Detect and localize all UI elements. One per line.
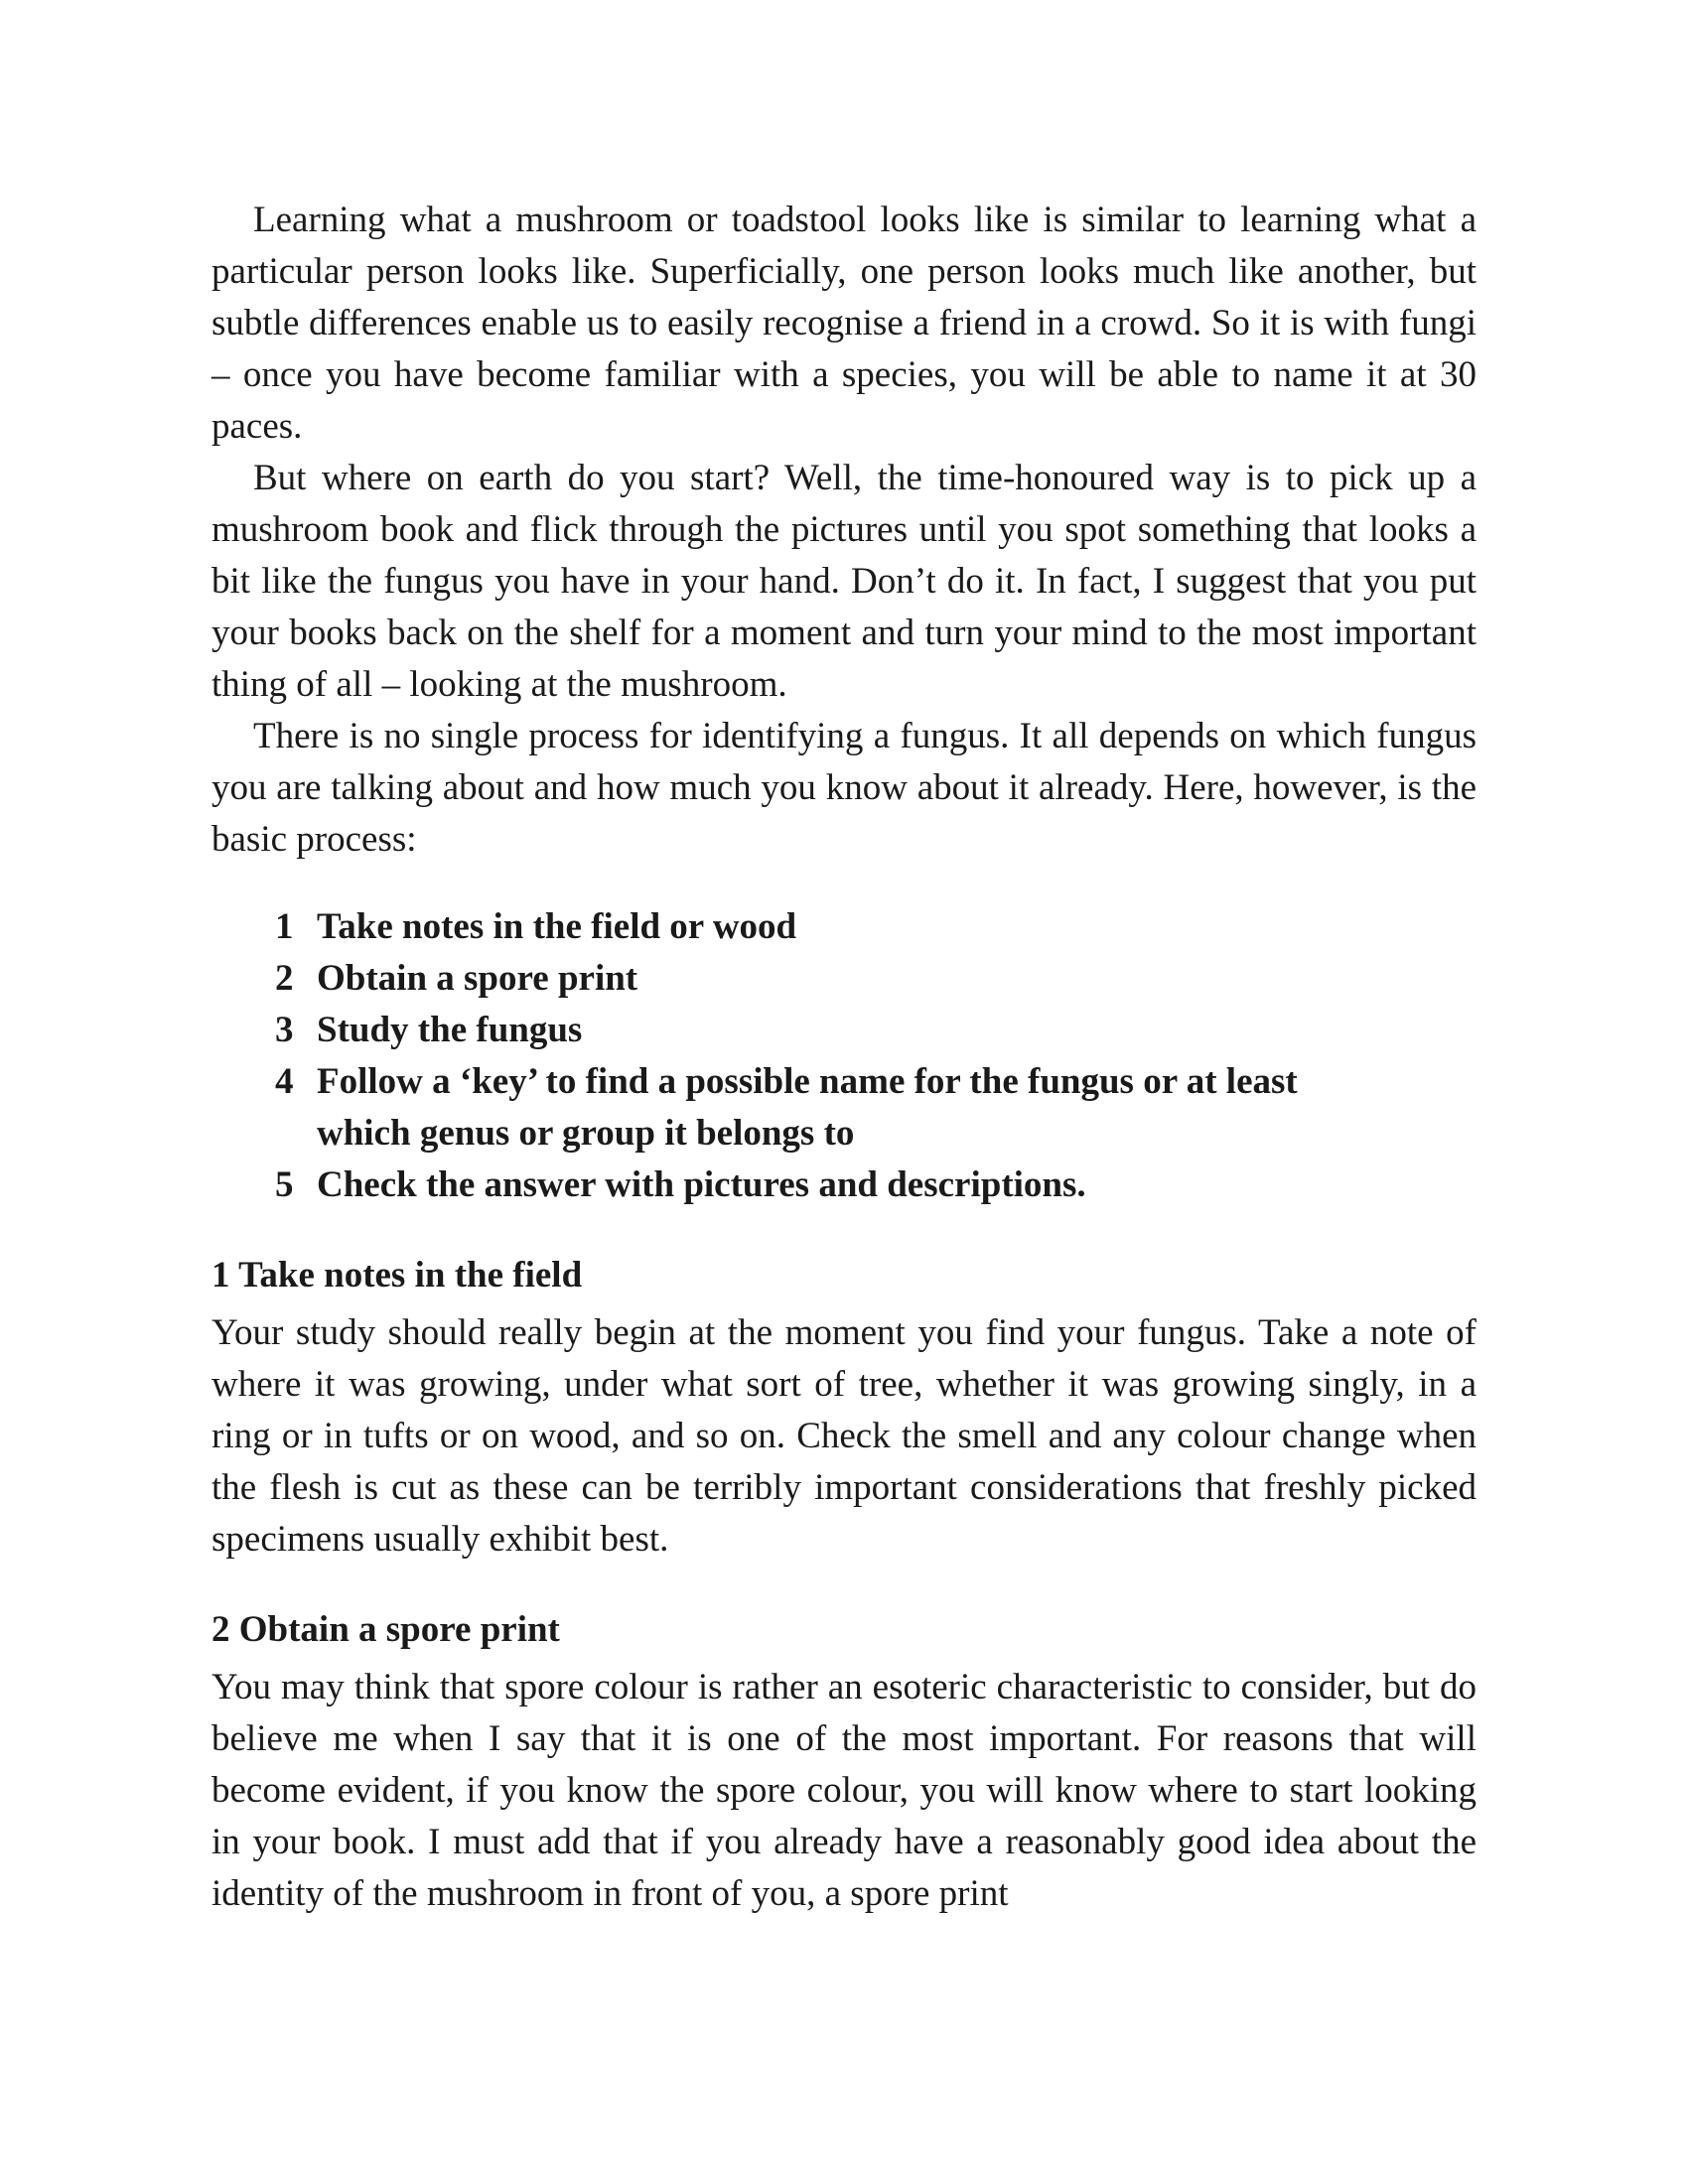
step-number: 1 <box>275 906 294 947</box>
step-text: Obtain a spore print <box>317 958 638 999</box>
process-step <box>275 1005 1477 1056</box>
section-body: Your study should really begin at the moment you find your fungus. Take a note of where it was growing, under what sort of tree, whether it was growing singly, in a ring or in tufts or on wood, and so on. Check the smell and any colour change when the flesh is cut as these can be terribly important considerations that freshly picked specimens usually exhibit best. <box>211 1312 1477 1560</box>
step-number: 3 <box>275 1010 294 1050</box>
process-step <box>275 901 1477 953</box>
step-number: 2 <box>275 958 294 999</box>
process-steps-list <box>211 901 1477 1211</box>
process-step <box>275 1160 1477 1211</box>
intro-paragraph-1: Learning what a mushroom or toadstool looks like is similar to learning what a particular person looks like. Superficially, one person looks much like another, but subtle differences enable us to easily recognise a friend in a crowd. So it is with fungi – once you have become familiar with a species, you will be able to name it at 30 paces. <box>211 200 1477 447</box>
book-page <box>211 195 1477 1920</box>
step-text: Take notes in the field or wood <box>317 906 797 947</box>
process-step <box>275 1056 1477 1160</box>
step-number: 4 <box>275 1061 294 1102</box>
step-text: Check the answer with pictures and descriptions. <box>317 1164 1086 1205</box>
step-number: 5 <box>275 1164 294 1205</box>
process-step <box>275 953 1477 1005</box>
section-spore-print <box>211 1604 1477 1920</box>
section-heading: 2 Obtain a spore print <box>211 1609 560 1650</box>
step-text: Study the fungus <box>317 1010 583 1050</box>
intro-paragraph-3: There is no single process for identifying a fungus. It all depends on which fungus you are talking about and how much you know about it already. Here, however, is the basic process: <box>211 716 1477 860</box>
intro-paragraph-2: But where on earth do you start? Well, the time-honoured way is to pick up a mushroom book and flick through the pictures until you spot something that looks a bit like the fungus you have in your hand. Don’t do it. In fact, I suggest that you put your books back on the shelf for a moment and turn your mind to the most important thing of all – looking at the mushroom. <box>211 458 1477 705</box>
section-take-notes <box>211 1250 1477 1566</box>
step-text: Follow a ‘key’ to find a possible name for the fungus or at least which genus or group it belongs to <box>317 1061 1298 1154</box>
section-heading: 1 Take notes in the field <box>211 1255 583 1296</box>
section-body: You may think that spore colour is rather an esoteric characteristic to consider, but do believe me when I say that it is one of the most important. For reasons that will become evident, if you know the spore colour, you will know where to start looking in your book. I must add that if you already have a reasonably good idea about the identity of the mushroom in front of you, a spore print <box>211 1667 1477 1914</box>
